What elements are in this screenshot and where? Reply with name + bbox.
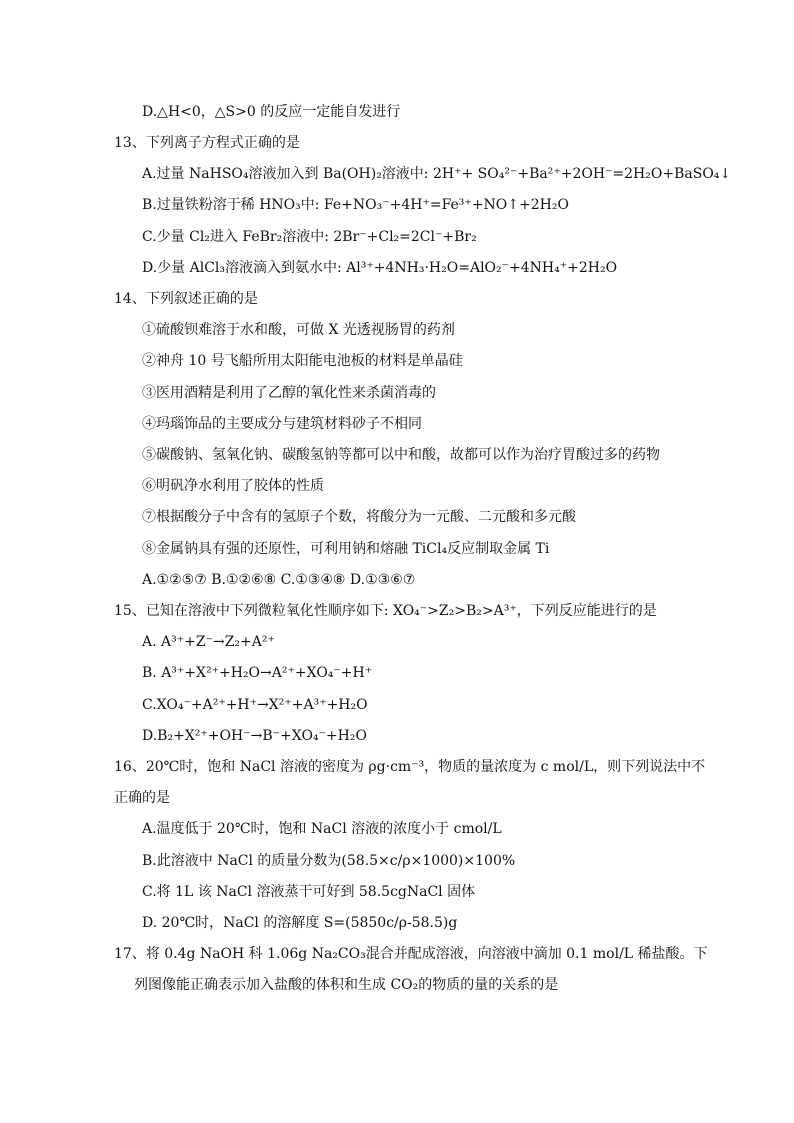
q14-statement-8: ⑧金属钠具有强的还原性，可利用钠和熔融 TiCl₄反应制取金属 Ti <box>142 541 550 557</box>
q14-statement-1: ①硫酸钡难溶于水和酸，可做 X 光透视肠胃的药剂 <box>142 322 455 338</box>
q14-statement-5: ⑤碳酸钠、氢氧化钠、碳酸氢钠等都可以中和酸，故都可以作为治疗胃酸过多的药物 <box>142 447 660 463</box>
q12-option-d: D.△H<0，△S>0 的反应一定能自发进行 <box>142 104 401 120</box>
q14-statement-4: ④玛瑙饰品的主要成分与建筑材料砂子不相同 <box>142 416 422 432</box>
q13-option-c: C.少量 Cl₂进入 FeBr₂溶液中: 2Br⁻+Cl₂=2Cl⁻+Br₂ <box>142 229 477 245</box>
q14-statement-2: ②神舟 10 号飞船所用太阳能电池板的材料是单晶硅 <box>142 353 463 369</box>
q15-option-a: A. A³⁺+Z⁻→Z₂+A²⁺ <box>142 634 275 650</box>
q16-option-c: C.将 1L 该 NaCl 溶液蒸干可好到 58.5cgNaCl 固体 <box>142 884 476 900</box>
q14-statement-6: ⑥明矾净水利用了胶体的性质 <box>142 478 324 494</box>
question-14-stem: 14、下列叙述正确的是 <box>114 291 258 307</box>
q13-option-a: A.过量 NaHSO₄溶液加入到 Ba(OH)₂溶液中: 2H⁺+ SO₄²⁻+Ba²⁺+2OH⁻=2H₂O+BaSO₄↓ <box>142 166 732 182</box>
question-16-stem-cont: 正确的是 <box>114 790 170 806</box>
q13-option-d: D.少量 AlCl₃溶液滴入到氨水中: Al³⁺+4NH₃·H₂O=AlO₂⁻+4NH₄⁺+2H₂O <box>142 260 618 276</box>
question-17-stem-cont: 列图像能正确表示加入盐酸的体积和生成 CO₂的物质的量的关系的是 <box>134 977 559 993</box>
q15-option-c: C.XO₄⁻+A²⁺+H⁺→X²⁺+A³⁺+H₂O <box>142 697 368 713</box>
q15-option-b: B. A³⁺+X²⁺+H₂O→A²⁺+XO₄⁻+H⁺ <box>142 665 373 681</box>
q14-statement-7: ⑦根据酸分子中含有的氢原子个数，将酸分为一元酸、二元酸和多元酸 <box>142 509 576 525</box>
question-16-stem: 16、20℃时，饱和 NaCl 溶液的密度为 ρg·cm⁻³，物质的量浓度为 c mol/L，则下列说法中不 <box>114 759 706 775</box>
question-15-stem: 15、已知在溶液中下列微粒氧化性顺序如下: XO₄⁻>Z₂>B₂>A³⁺，下列反应能进行的是 <box>114 603 657 619</box>
q15-option-d: D.B₂+X²⁺+OH⁻→B⁻+XO₄⁻+H₂O <box>142 728 367 744</box>
question-13-stem: 13、下列离子方程式正确的是 <box>114 135 300 151</box>
q16-option-d: D. 20℃时，NaCl 的溶解度 S=(5850c/ρ-58.5)g <box>142 915 458 931</box>
q16-option-b: B.此溶液中 NaCl 的质量分数为(58.5×c/ρ×1000)×100% <box>142 853 516 869</box>
question-17-stem: 17、将 0.4g NaOH 科 1.06g Na₂CO₃混合并配成溶液，向溶液中滴加 0.1 mol/L 稀盐酸。下 <box>114 946 708 962</box>
q14-statement-3: ③医用酒精是利用了乙醇的氧化性来杀菌消毒的 <box>142 385 436 401</box>
q16-option-a: A.温度低于 20℃时，饱和 NaCl 溶液的浓度小于 cmol/L <box>142 821 502 837</box>
q13-option-b: B.过量铁粉溶于稀 HNO₃中: Fe+NO₃⁻+4H⁺=Fe³⁺+NO↑+2H₂O <box>142 197 569 213</box>
q14-options: A.①②⑤⑦ B.①②⑥⑧ C.①③④⑧ D.①③⑥⑦ <box>142 572 416 588</box>
